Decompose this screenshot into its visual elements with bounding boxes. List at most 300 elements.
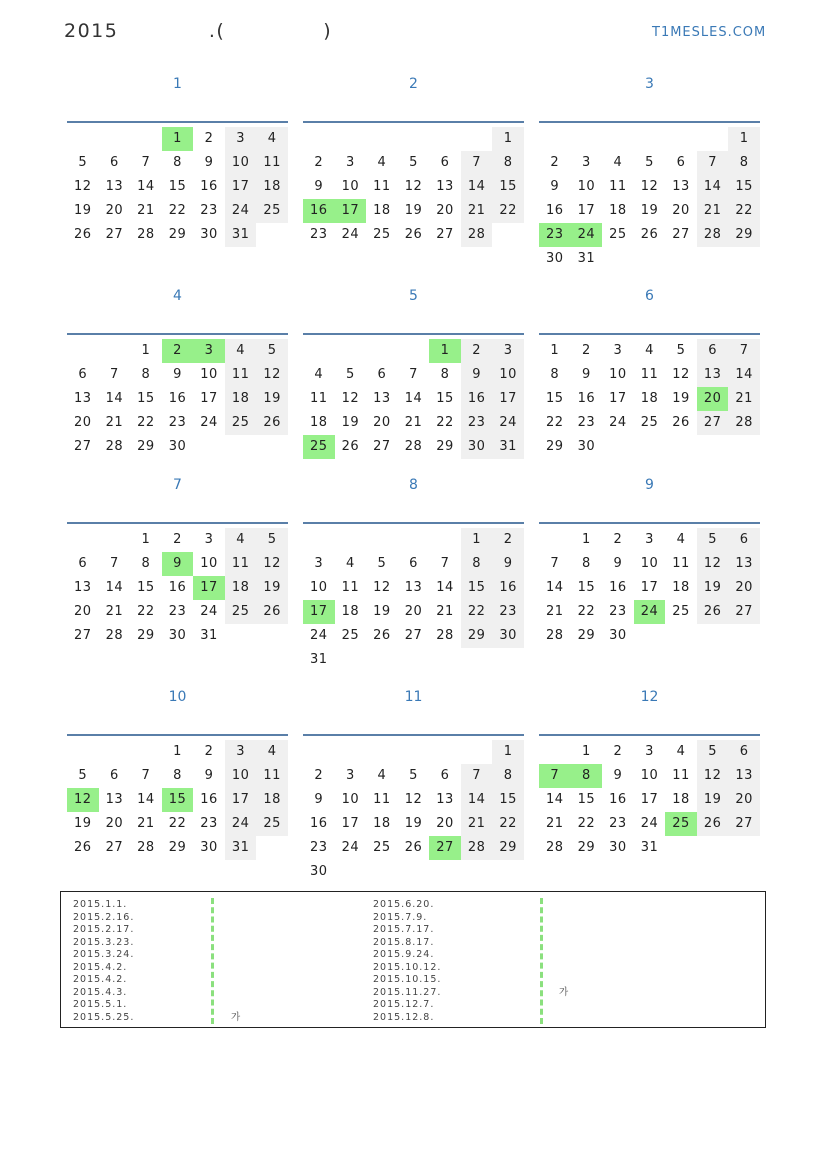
day-cell[interactable]: 14 [436, 580, 454, 595]
day-cell[interactable]: 1 [429, 339, 461, 363]
day-cell[interactable]: 7 [109, 556, 119, 571]
day-cell[interactable]: 12 [697, 764, 729, 788]
day-cell[interactable]: 5 [409, 768, 418, 783]
day-cell[interactable]: 4 [645, 343, 654, 358]
day-cell[interactable]: 19 [256, 576, 288, 600]
day-cell[interactable]: 18 [341, 604, 360, 619]
day-cell[interactable]: 31 [200, 628, 218, 643]
day-cell[interactable]: 18 [640, 391, 659, 406]
day-cell[interactable]: 9 [204, 155, 214, 170]
day-cell[interactable]: 25 [303, 435, 335, 459]
day-cell[interactable]: 24 [200, 415, 218, 430]
day-cell[interactable]: 10 [225, 151, 257, 175]
day-cell[interactable]: 17 [335, 199, 367, 223]
day-cell[interactable]: 1 [581, 744, 591, 759]
day-cell[interactable]: 20 [728, 788, 760, 812]
day-cell[interactable]: 17 [225, 788, 257, 812]
day-cell[interactable]: 28 [546, 628, 564, 643]
day-cell[interactable]: 17 [577, 203, 596, 218]
day-cell[interactable]: 20 [105, 203, 124, 218]
day-cell[interactable]: 5 [78, 768, 88, 783]
day-cell[interactable]: 17 [640, 792, 659, 807]
day-cell[interactable]: 23 [577, 415, 596, 430]
day-cell[interactable]: 15 [168, 179, 187, 194]
day-cell[interactable]: 7 [461, 764, 493, 788]
day-cell[interactable]: 3 [204, 532, 214, 547]
day-cell[interactable]: 16 [492, 576, 524, 600]
day-cell[interactable]: 20 [728, 576, 760, 600]
day-cell[interactable]: 22 [137, 415, 155, 430]
day-cell[interactable]: 28 [404, 439, 423, 454]
day-cell[interactable]: 31 [492, 435, 524, 459]
day-cell[interactable]: 22 [577, 604, 596, 619]
day-cell[interactable]: 28 [105, 439, 124, 454]
day-cell[interactable]: 1 [492, 127, 524, 151]
day-cell[interactable]: 24 [492, 411, 524, 435]
day-cell[interactable]: 5 [256, 528, 288, 552]
day-cell[interactable]: 27 [74, 439, 92, 454]
day-cell[interactable]: 26 [404, 227, 423, 242]
day-cell[interactable]: 25 [672, 604, 690, 619]
day-cell[interactable]: 27 [373, 439, 391, 454]
day-cell[interactable]: 13 [697, 363, 729, 387]
day-cell[interactable]: 12 [640, 179, 659, 194]
day-cell[interactable]: 14 [137, 792, 155, 807]
day-cell[interactable]: 11 [672, 556, 690, 571]
day-cell[interactable]: 6 [728, 740, 760, 764]
day-cell[interactable]: 13 [672, 179, 690, 194]
day-cell[interactable]: 25 [609, 227, 627, 242]
day-cell[interactable]: 4 [676, 532, 686, 547]
day-cell[interactable]: 9 [613, 768, 623, 783]
day-cell[interactable]: 17 [640, 580, 659, 595]
day-cell[interactable]: 1 [728, 127, 760, 151]
day-cell[interactable]: 6 [78, 556, 88, 571]
day-cell[interactable]: 3 [492, 339, 524, 363]
day-cell[interactable]: 25 [341, 628, 360, 643]
day-cell[interactable]: 23 [310, 840, 328, 855]
day-cell[interactable]: 7 [697, 151, 729, 175]
day-cell[interactable]: 1 [492, 740, 524, 764]
day-cell[interactable]: 9 [204, 768, 214, 783]
day-cell[interactable]: 30 [577, 439, 596, 454]
day-cell[interactable]: 18 [225, 387, 257, 411]
day-cell[interactable]: 16 [168, 580, 187, 595]
day-cell[interactable]: 15 [728, 175, 760, 199]
day-cell[interactable]: 5 [645, 155, 654, 170]
day-cell[interactable]: 16 [303, 199, 335, 223]
day-cell[interactable]: 11 [373, 792, 391, 807]
day-cell[interactable]: 18 [225, 576, 257, 600]
day-cell[interactable]: 3 [645, 532, 654, 547]
day-cell[interactable]: 20 [436, 203, 454, 218]
day-cell[interactable]: 25 [373, 227, 391, 242]
day-cell[interactable]: 6 [728, 528, 760, 552]
day-cell[interactable]: 11 [225, 552, 257, 576]
day-cell[interactable]: 29 [168, 840, 187, 855]
day-cell[interactable]: 21 [105, 415, 124, 430]
day-cell[interactable]: 27 [105, 840, 124, 855]
day-cell[interactable]: 9 [550, 179, 560, 194]
day-cell[interactable]: 11 [609, 179, 627, 194]
day-cell[interactable]: 9 [581, 367, 591, 382]
day-cell[interactable]: 10 [640, 768, 659, 783]
day-cell[interactable]: 6 [109, 155, 119, 170]
day-cell[interactable]: 29 [577, 628, 596, 643]
day-cell[interactable]: 13 [436, 179, 454, 194]
day-cell[interactable]: 8 [581, 556, 591, 571]
day-cell[interactable]: 15 [461, 576, 493, 600]
day-cell[interactable]: 29 [436, 439, 454, 454]
day-cell[interactable]: 23 [168, 415, 187, 430]
day-cell[interactable]: 5 [345, 367, 355, 382]
day-cell[interactable]: 19 [404, 203, 423, 218]
day-cell[interactable]: 6 [697, 339, 729, 363]
day-cell[interactable]: 11 [373, 179, 391, 194]
day-cell[interactable]: 11 [640, 367, 659, 382]
day-cell[interactable]: 11 [225, 363, 257, 387]
day-cell[interactable]: 1 [162, 127, 194, 151]
day-cell[interactable]: 30 [168, 439, 187, 454]
day-cell[interactable]: 28 [697, 223, 729, 247]
day-cell[interactable]: 26 [341, 439, 360, 454]
day-cell[interactable]: 22 [577, 816, 596, 831]
day-cell[interactable]: 19 [672, 391, 690, 406]
day-cell[interactable]: 25 [225, 600, 257, 624]
day-cell[interactable]: 5 [256, 339, 288, 363]
day-cell[interactable]: 8 [173, 768, 182, 783]
day-cell[interactable]: 9 [314, 179, 324, 194]
day-cell[interactable]: 18 [256, 788, 288, 812]
day-cell[interactable]: 7 [141, 768, 151, 783]
day-cell[interactable]: 24 [571, 223, 603, 247]
day-cell[interactable]: 9 [162, 552, 194, 576]
day-cell[interactable]: 21 [728, 387, 760, 411]
day-cell[interactable]: 12 [256, 363, 288, 387]
day-cell[interactable]: 13 [728, 764, 760, 788]
day-cell[interactable]: 27 [436, 227, 454, 242]
day-cell[interactable]: 26 [672, 415, 690, 430]
day-cell[interactable]: 23 [492, 600, 524, 624]
day-cell[interactable]: 20 [672, 203, 690, 218]
day-cell[interactable]: 24 [225, 812, 257, 836]
day-cell[interactable]: 21 [137, 816, 155, 831]
day-cell[interactable]: 26 [74, 227, 92, 242]
day-cell[interactable]: 1 [141, 532, 151, 547]
day-cell[interactable]: 15 [577, 792, 596, 807]
day-cell[interactable]: 10 [225, 764, 257, 788]
day-cell[interactable]: 4 [345, 556, 355, 571]
day-cell[interactable]: 26 [640, 227, 659, 242]
day-cell[interactable]: 31 [310, 652, 328, 667]
day-cell[interactable]: 24 [640, 816, 659, 831]
day-cell[interactable]: 16 [168, 391, 187, 406]
day-cell[interactable]: 12 [256, 552, 288, 576]
day-cell[interactable]: 24 [341, 227, 360, 242]
day-cell[interactable]: 4 [225, 339, 257, 363]
day-cell[interactable]: 10 [341, 792, 360, 807]
day-cell[interactable]: 6 [109, 768, 119, 783]
day-cell[interactable]: 22 [728, 199, 760, 223]
day-cell[interactable]: 28 [105, 628, 124, 643]
day-cell[interactable]: 23 [609, 816, 627, 831]
day-cell[interactable]: 2 [204, 131, 214, 146]
day-cell[interactable]: 22 [492, 812, 524, 836]
day-cell[interactable]: 16 [609, 792, 627, 807]
day-cell[interactable]: 9 [314, 792, 324, 807]
day-cell[interactable]: 27 [672, 227, 690, 242]
day-cell[interactable]: 30 [492, 624, 524, 648]
day-cell[interactable]: 26 [74, 840, 92, 855]
day-cell[interactable]: 20 [105, 816, 124, 831]
brand-logo-text[interactable]: T1MESLES.COM [652, 25, 767, 40]
day-cell[interactable]: 6 [409, 556, 418, 571]
day-cell[interactable]: 6 [78, 367, 88, 382]
day-cell[interactable]: 15 [492, 788, 524, 812]
day-cell[interactable]: 2 [314, 155, 324, 170]
day-cell[interactable]: 3 [193, 339, 225, 363]
day-cell[interactable]: 19 [341, 415, 360, 430]
day-cell[interactable]: 12 [672, 367, 690, 382]
day-cell[interactable]: 17 [225, 175, 257, 199]
day-cell[interactable]: 18 [310, 415, 328, 430]
day-cell[interactable]: 8 [492, 764, 524, 788]
day-cell[interactable]: 17 [193, 576, 225, 600]
day-cell[interactable]: 27 [728, 812, 760, 836]
day-cell[interactable]: 12 [67, 788, 99, 812]
day-cell[interactable]: 14 [404, 391, 423, 406]
day-cell[interactable]: 17 [609, 391, 627, 406]
day-cell[interactable]: 10 [609, 367, 627, 382]
day-cell[interactable]: 6 [440, 768, 450, 783]
day-cell[interactable]: 20 [697, 387, 729, 411]
day-cell[interactable]: 30 [200, 840, 218, 855]
day-cell[interactable]: 23 [310, 227, 328, 242]
day-cell[interactable]: 14 [697, 175, 729, 199]
day-cell[interactable]: 10 [640, 556, 659, 571]
day-cell[interactable]: 28 [461, 223, 493, 247]
day-cell[interactable]: 2 [461, 339, 493, 363]
day-cell[interactable]: 8 [141, 367, 151, 382]
day-cell[interactable]: 15 [577, 580, 596, 595]
day-cell[interactable]: 23 [609, 604, 627, 619]
day-cell[interactable]: 18 [256, 175, 288, 199]
day-cell[interactable]: 26 [697, 600, 729, 624]
day-cell[interactable]: 26 [373, 628, 391, 643]
day-cell[interactable]: 30 [310, 864, 328, 879]
day-cell[interactable]: 22 [168, 203, 187, 218]
day-cell[interactable]: 8 [440, 367, 450, 382]
day-cell[interactable]: 30 [609, 628, 627, 643]
day-cell[interactable]: 2 [492, 528, 524, 552]
day-cell[interactable]: 30 [461, 435, 493, 459]
day-cell[interactable]: 24 [634, 600, 666, 624]
day-cell[interactable]: 7 [550, 556, 560, 571]
day-cell[interactable]: 30 [168, 628, 187, 643]
day-cell[interactable]: 24 [341, 840, 360, 855]
day-cell[interactable]: 3 [645, 744, 654, 759]
day-cell[interactable]: 4 [256, 740, 288, 764]
day-cell[interactable]: 2 [173, 532, 182, 547]
day-cell[interactable]: 10 [200, 556, 218, 571]
day-cell[interactable]: 23 [461, 411, 493, 435]
day-cell[interactable]: 29 [461, 624, 493, 648]
day-cell[interactable]: 6 [676, 155, 686, 170]
day-cell[interactable]: 7 [728, 339, 760, 363]
day-cell[interactable]: 11 [341, 580, 360, 595]
day-cell[interactable]: 9 [461, 363, 493, 387]
day-cell[interactable]: 12 [404, 179, 423, 194]
day-cell[interactable]: 21 [436, 604, 454, 619]
day-cell[interactable]: 8 [173, 155, 182, 170]
day-cell[interactable]: 10 [341, 179, 360, 194]
day-cell[interactable]: 1 [141, 343, 151, 358]
day-cell[interactable]: 15 [492, 175, 524, 199]
day-cell[interactable]: 27 [697, 411, 729, 435]
day-cell[interactable]: 14 [546, 580, 564, 595]
day-cell[interactable]: 20 [74, 604, 92, 619]
day-cell[interactable]: 7 [539, 764, 571, 788]
day-cell[interactable]: 21 [461, 199, 493, 223]
day-cell[interactable]: 1 [581, 532, 591, 547]
day-cell[interactable]: 15 [137, 580, 155, 595]
day-cell[interactable]: 8 [728, 151, 760, 175]
day-cell[interactable]: 11 [256, 151, 288, 175]
day-cell[interactable]: 6 [377, 367, 387, 382]
day-cell[interactable]: 21 [105, 604, 124, 619]
day-cell[interactable]: 21 [546, 816, 564, 831]
day-cell[interactable]: 22 [461, 600, 493, 624]
day-cell[interactable]: 4 [377, 155, 387, 170]
day-cell[interactable]: 2 [613, 744, 623, 759]
day-cell[interactable]: 29 [728, 223, 760, 247]
day-cell[interactable]: 27 [105, 227, 124, 242]
day-cell[interactable]: 23 [168, 604, 187, 619]
day-cell[interactable]: 15 [137, 391, 155, 406]
day-cell[interactable]: 19 [256, 387, 288, 411]
day-cell[interactable]: 26 [256, 411, 288, 435]
day-cell[interactable]: 3 [345, 768, 355, 783]
day-cell[interactable]: 29 [168, 227, 187, 242]
day-cell[interactable]: 19 [640, 203, 659, 218]
day-cell[interactable]: 19 [697, 788, 729, 812]
day-cell[interactable]: 8 [550, 367, 560, 382]
day-cell[interactable]: 10 [200, 367, 218, 382]
day-cell[interactable]: 5 [377, 556, 387, 571]
day-cell[interactable]: 5 [697, 528, 729, 552]
day-cell[interactable]: 8 [141, 556, 151, 571]
day-cell[interactable]: 21 [137, 203, 155, 218]
day-cell[interactable]: 16 [200, 792, 218, 807]
day-cell[interactable]: 7 [409, 367, 418, 382]
day-cell[interactable]: 26 [697, 812, 729, 836]
day-cell[interactable]: 5 [409, 155, 418, 170]
day-cell[interactable]: 20 [373, 415, 391, 430]
day-cell[interactable]: 14 [728, 363, 760, 387]
day-cell[interactable]: 7 [461, 151, 493, 175]
day-cell[interactable]: 16 [609, 580, 627, 595]
day-cell[interactable]: 15 [436, 391, 454, 406]
day-cell[interactable]: 18 [672, 580, 690, 595]
day-cell[interactable]: 16 [577, 391, 596, 406]
day-cell[interactable]: 17 [341, 816, 360, 831]
day-cell[interactable]: 31 [577, 251, 596, 266]
day-cell[interactable]: 6 [440, 155, 450, 170]
day-cell[interactable]: 12 [373, 580, 391, 595]
day-cell[interactable]: 21 [697, 199, 729, 223]
day-cell[interactable]: 31 [225, 223, 257, 247]
day-cell[interactable]: 4 [256, 127, 288, 151]
day-cell[interactable]: 27 [404, 628, 423, 643]
day-cell[interactable]: 1 [173, 744, 182, 759]
day-cell[interactable]: 24 [225, 199, 257, 223]
day-cell[interactable]: 19 [697, 576, 729, 600]
day-cell[interactable]: 25 [373, 840, 391, 855]
day-cell[interactable]: 22 [137, 604, 155, 619]
day-cell[interactable]: 1 [550, 343, 560, 358]
day-cell[interactable]: 22 [546, 415, 564, 430]
day-cell[interactable]: 3 [314, 556, 324, 571]
day-cell[interactable]: 26 [256, 600, 288, 624]
day-cell[interactable]: 28 [728, 411, 760, 435]
day-cell[interactable]: 28 [436, 628, 454, 643]
day-cell[interactable]: 23 [200, 203, 218, 218]
day-cell[interactable]: 3 [581, 155, 591, 170]
day-cell[interactable]: 7 [440, 556, 450, 571]
day-cell[interactable]: 14 [546, 792, 564, 807]
day-cell[interactable]: 16 [546, 203, 564, 218]
day-cell[interactable]: 5 [697, 740, 729, 764]
day-cell[interactable]: 29 [546, 439, 564, 454]
day-cell[interactable]: 19 [404, 816, 423, 831]
day-cell[interactable]: 14 [137, 179, 155, 194]
day-cell[interactable]: 8 [571, 764, 603, 788]
day-cell[interactable]: 13 [728, 552, 760, 576]
day-cell[interactable]: 16 [200, 179, 218, 194]
day-cell[interactable]: 5 [78, 155, 88, 170]
day-cell[interactable]: 10 [492, 363, 524, 387]
day-cell[interactable]: 24 [609, 415, 627, 430]
day-cell[interactable]: 8 [461, 552, 493, 576]
day-cell[interactable]: 12 [74, 179, 92, 194]
day-cell[interactable]: 4 [314, 367, 324, 382]
day-cell[interactable]: 30 [546, 251, 564, 266]
day-cell[interactable]: 12 [404, 792, 423, 807]
day-cell[interactable]: 22 [492, 199, 524, 223]
day-cell[interactable]: 7 [141, 155, 151, 170]
day-cell[interactable]: 29 [137, 628, 155, 643]
day-cell[interactable]: 26 [404, 840, 423, 855]
day-cell[interactable]: 3 [225, 740, 257, 764]
day-cell[interactable]: 14 [105, 580, 124, 595]
day-cell[interactable]: 21 [546, 604, 564, 619]
day-cell[interactable]: 16 [461, 387, 493, 411]
day-cell[interactable]: 30 [609, 840, 627, 855]
day-cell[interactable]: 22 [436, 415, 454, 430]
day-cell[interactable]: 1 [461, 528, 493, 552]
day-cell[interactable]: 27 [728, 600, 760, 624]
day-cell[interactable]: 2 [613, 532, 623, 547]
day-cell[interactable]: 21 [404, 415, 423, 430]
day-cell[interactable]: 18 [373, 203, 391, 218]
day-cell[interactable]: 28 [461, 836, 493, 860]
day-cell[interactable]: 13 [105, 792, 124, 807]
day-cell[interactable]: 9 [173, 367, 182, 382]
day-cell[interactable]: 2 [550, 155, 560, 170]
day-cell[interactable]: 24 [200, 604, 218, 619]
day-cell[interactable]: 2 [204, 744, 214, 759]
day-cell[interactable]: 15 [162, 788, 194, 812]
